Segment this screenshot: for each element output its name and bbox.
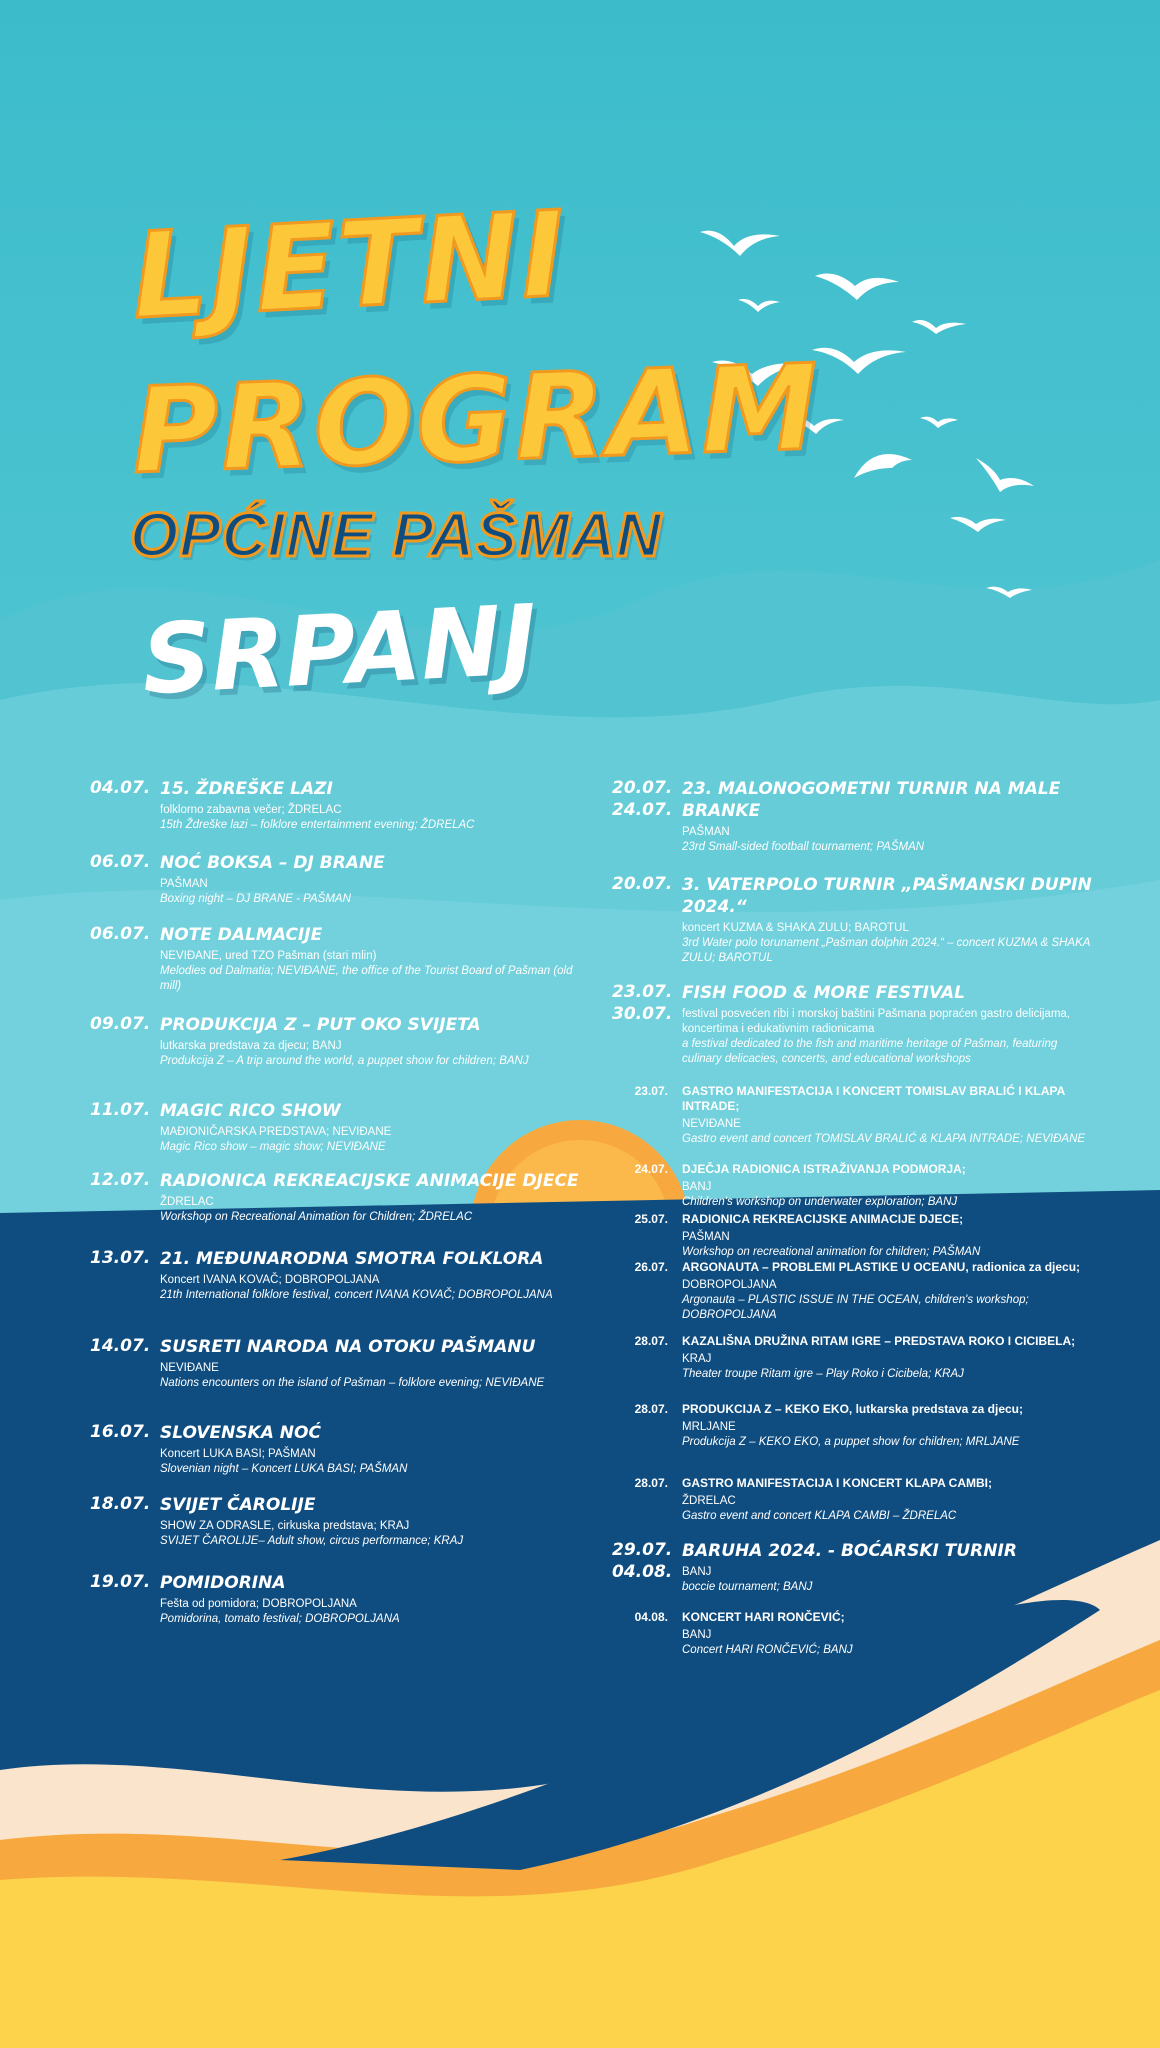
event-date: 28.07. [634,1402,668,1416]
title-line1: LJETNI [128,184,571,346]
event-description-hr: ŽDRELAC [682,1495,736,1507]
event-description-hr: PAŠMAN [682,826,730,838]
event-item [612,1540,1092,1595]
event-title: 23. MALONOGOMETNI TURNIR NA MALE BRANKE [682,779,1061,821]
event-date: 14.07. [90,1336,151,1356]
event-date: 04.08. [634,1610,668,1624]
event-date: 23.07. [612,982,673,1002]
event-item [90,1336,590,1391]
event-description-hr: PAŠMAN [160,878,208,890]
event-description-hr: festival posvećen ribi i morskoj baštini Pašmana popraćen gastro delicijama, koncertima i edukativnim radionicama [682,1008,1070,1035]
event-item [612,1334,1092,1382]
event-description-en: Boxing night – DJ BRANE - PAŠMAN [160,893,351,905]
event-description-hr: Fešta od pomidora; DOBROPOLJANA [160,1598,357,1610]
event-description-en: SVIJET ČAROLIJE– Adult show, circus performance; KRAJ [160,1535,464,1547]
event-date-end: 30.07. [612,1004,673,1024]
event-date: 20.07. [612,874,673,894]
event-item [90,1014,590,1069]
event-description-hr: SHOW ZA ODRASLE, cirkuska predstava; KRAJ [160,1520,410,1532]
event-date: 09.07. [90,1014,151,1034]
event-item [90,1422,590,1477]
event-date: 06.07. [90,924,151,944]
event-date: 11.07. [90,1100,151,1120]
event-date: 16.07. [90,1422,151,1442]
event-description-en: Theater troupe Ritam igre – Play Roko i Cicibela; KRAJ [682,1368,964,1380]
event-title: DJEČJA RADIONICA ISTRAŽIVANJA PODMORJA; [682,1162,966,1176]
event-title: NOTE DALMACIJE [160,925,323,945]
event-description-en: Workshop on Recreational Animation for Children; ŽDRELAC [160,1211,473,1223]
event-title: BARUHA 2024. - BOĆARSKI TURNIR [682,1541,1017,1561]
event-date: 24.07. [634,1162,668,1176]
event-date: 25.07. [634,1212,668,1226]
event-date: 28.07. [634,1334,668,1348]
event-item [90,778,590,833]
event-date: 19.07. [90,1572,151,1592]
event-description-en: a festival dedicated to the fish and maritime heritage of Pašman, featuring culinary delicacies, concerts, and educational workshops [682,1038,1058,1065]
event-item [612,1084,1092,1147]
event-item [90,852,590,907]
event-title: SUSRETI NARODA NA OTOKU PAŠMANU [160,1337,536,1357]
event-date-end: 04.08. [612,1562,673,1582]
event-title: KAZALIŠNA DRUŽINA RITAM IGRE – PREDSTAVA ROKO I CICIBELA; [682,1334,1076,1348]
event-date: 18.07. [90,1494,151,1514]
event-description-en: Argonauta – PLASTIC ISSUE IN THE OCEAN, children's workshop; DOBROPOLJANA [682,1294,1029,1321]
event-description-en: 3rd Water polo torunament „Pašman dolphin 2024.“ – concert KUZMA & SHAKA ZULU; BAROTUL [682,937,1091,964]
event-description-hr: BANJ [682,1181,712,1193]
event-item [90,924,590,994]
event-title: GASTRO MANIFESTACIJA I KONCERT TOMISLAV BRALIĆ I KLAPA INTRADE; [682,1084,1065,1113]
event-description-hr: MAĐIONIČARSKA PREDSTAVA; NEVIĐANE [160,1126,392,1138]
event-title: MAGIC RICO SHOW [160,1101,341,1121]
event-title: SLOVENSKA NOĆ [160,1423,321,1443]
event-description-en: 23rd Small-sided football tournament; PAŠMAN [682,841,925,853]
event-title: RADIONICA REKREACIJSKE ANIMACIJE DJECE [160,1171,579,1191]
event-date: 23.07. [634,1084,668,1098]
event-item [90,1248,590,1303]
event-date: 28.07. [634,1476,668,1490]
event-description-hr: koncert KUZMA & SHAKA ZULU; BAROTUL [682,922,909,934]
event-description-hr: NEVIĐANE [682,1118,741,1130]
event-title: ARGONAUTA – PROBLEMI PLASTIKE U OCEANU, radionica za djecu; [682,1260,1081,1274]
event-item [612,778,1092,855]
event-description-en: Gastro event and concert TOMISLAV BRALIĆ & KLAPA INTRADE; NEVIĐANE [682,1133,1086,1145]
event-description-hr: KRAJ [682,1353,712,1365]
event-item [90,1100,590,1155]
event-description-en: Pomidorina, tomato festival; DOBROPOLJANA [160,1613,400,1625]
event-item [90,1170,590,1225]
event-description-hr: Koncert IVANA KOVAČ; DOBROPOLJANA [160,1274,380,1286]
event-title: 3. VATERPOLO TURNIR „PAŠMANSKI DUPIN 2024.“ [682,875,1092,917]
event-description-en: Workshop on recreational animation for children; PAŠMAN [682,1246,981,1258]
event-description-en: Produkcija Z – A trip around the world, a puppet show for children; BANJ [160,1055,529,1067]
event-description-hr: PAŠMAN [682,1231,730,1243]
event-description-hr: lutkarska predstava za djecu; BANJ [160,1040,342,1052]
event-description-en: Gastro event and concert KLAPA CAMBI – ŽDRELAC [682,1510,957,1522]
event-title: NOĆ BOKSA – DJ BRANE [160,853,385,873]
event-description-hr: DOBROPOLJANA [682,1279,777,1291]
event-description-en: 15th Ždreške lazi – folklore entertainment evening; ŽDRELAC [160,819,475,831]
event-description-hr: BANJ [682,1566,712,1578]
event-title: FISH FOOD & MORE FESTIVAL [682,983,965,1003]
event-date: 26.07. [634,1260,668,1274]
event-description-hr: BANJ [682,1629,712,1641]
event-description-hr: NEVIĐANE, ured TZO Pašman (stari mlin) [160,950,377,962]
event-date: 04.07. [90,778,151,798]
event-date: 29.07. [612,1540,673,1560]
event-title: KONCERT HARI RONČEVIĆ; [682,1610,845,1624]
event-title: PRODUKCIJA Z – KEKO EKO, lutkarska predstava za djecu; [682,1402,1023,1416]
event-date: 12.07. [90,1170,151,1190]
event-description-en: boccie tournament; BANJ [682,1581,813,1593]
event-item [612,982,1092,1067]
event-description-en: Melodies od Dalmatia; NEVIĐANE, the office of the Tourist Board of Pašman (old mill) [160,965,573,992]
event-date: 06.07. [90,852,151,872]
event-item [612,1610,1092,1658]
event-description-en: Concert HARI RONČEVIĆ; BANJ [682,1644,853,1656]
event-description-hr: folklorno zabavna večer; ŽDRELAC [160,804,342,816]
event-title: GASTRO MANIFESTACIJA I KONCERT KLAPA CAMBI; [682,1476,992,1490]
event-title: SVIJET ČAROLIJE [160,1495,316,1515]
event-title: PRODUKCIJA Z – PUT OKO SVIJETA [160,1015,481,1035]
event-description-hr: Koncert LUKA BASI; PAŠMAN [160,1448,316,1460]
event-description-en: 21th International folklore festival, concert IVANA KOVAČ; DOBROPOLJANA [160,1289,553,1301]
event-description-en: Slovenian night – Koncert LUKA BASI; PAŠMAN [160,1463,408,1475]
event-description-en: Produkcija Z – KEKO EKO, a puppet show for children; MRLJANE [682,1436,1020,1448]
title-line2: PROGRAM [129,338,823,500]
month-title: SRPANJ [139,583,540,717]
event-item [90,1572,590,1627]
event-description-en: Children's workshop on underwater exploration; BANJ [682,1196,958,1208]
event-description-en: Magic Rico show – magic show; NEVIĐANE [160,1141,386,1153]
subtitle: OPĆINE PAŠMAN [130,501,663,570]
event-description-hr: NEVIĐANE [160,1362,219,1374]
event-item [612,1212,1092,1260]
event-item [612,874,1092,966]
event-item [612,1402,1092,1450]
event-description-hr: ŽDRELAC [160,1196,214,1208]
event-date: 20.07. [612,778,673,798]
event-date-end: 24.07. [612,800,673,820]
event-date: 13.07. [90,1248,151,1268]
event-item [612,1260,1092,1323]
event-title: POMIDORINA [160,1573,286,1593]
event-item [612,1162,1092,1210]
event-title: 21. MEĐUNARODNA SMOTRA FOLKLORA [160,1249,544,1269]
event-item [612,1476,1092,1524]
event-title: RADIONICA REKREACIJSKE ANIMACIJE DJECE; [682,1212,964,1226]
event-description-hr: MRLJANE [682,1421,736,1433]
event-title: 15. ŽDREŠKE LAZI [160,779,333,799]
event-description-en: Nations encounters on the island of Pašman – folklore evening; NEVIĐANE [160,1377,545,1389]
event-item [90,1494,590,1549]
